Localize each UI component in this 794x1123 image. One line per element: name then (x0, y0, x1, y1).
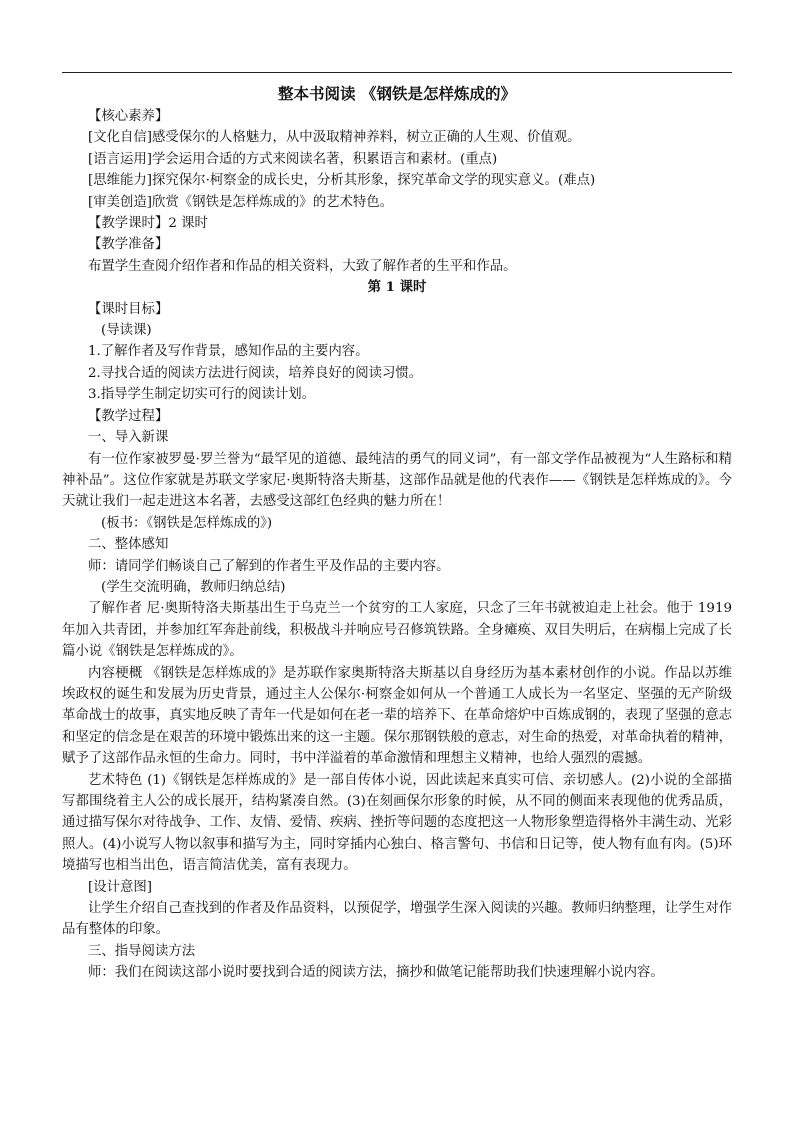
design-paragraph: 让学生介绍自己查找到的作者及作品资料，以预促学，增强学生深入阅读的兴趣。教师归纳整理，让学生对作品有整体的印象。 (62, 901, 732, 938)
document-body (62, 83, 732, 984)
lesson-title: 第 1 课时 (367, 279, 427, 296)
intro-paragraph: 有一位作家被罗曼·罗兰誉为“最罕见的道德、最纯洁的勇气的同义词”，有一部文学作品被视为“人生路标和精神补品”。这位作家就是苏联文学家尼·奥斯特洛夫斯基，这部作品就是他的代表作——《钢铁是怎样炼成的》。今天就让我们一起走进这本名著，去感受这部红色经典的魅力所在！ (62, 451, 732, 510)
teacher-paragraph: 师：我们在阅读这部小说时要找到合适的阅读方法，摘抄和做笔记能帮助我们快速理解小说内容。 (88, 965, 664, 981)
document-title: 整本书阅读 《钢铁是怎样炼成的》 (278, 84, 516, 103)
exchange-note: (学生交流明确，教师归纳总结) (101, 579, 286, 595)
summary-paragraph: 内容梗概 《钢铁是怎样炼成的》是苏联作家奥斯特洛夫斯基以自身经历为基本素材创作的小说。作品以苏维埃政权的诞生和发展为历史背景，通过主人公保尔·柯察金如何从一个普通工人成长为一名坚定、坚强的无产阶级革命战士的故事，真实地反映了青年一代是如何在老一辈的培养下、在革命熔炉中百炼成钢的，表现了坚强的意志和坚定的信念是在艰苦的环境中锻炼出来的这一主题。保尔那钢铁般的意志，对生命的热爱，对革命执着的精神，赋予了这部作品永恒的生命力。同时，书中洋溢着的革命激情和理想主义精神，也给人强烈的震撼。 (62, 665, 732, 767)
goal-item: 2.寻找合适的阅读方法进行阅读，培养良好的阅读习惯。 (88, 365, 423, 381)
goal-heading: 【课时目标】 (88, 301, 169, 317)
goal-type: (导读课) (101, 323, 152, 339)
core-item: [文化自信]感受保尔的人格魅力，从中汲取精神养料，树立正确的人生观、价值观。 (88, 130, 581, 146)
section-heading: 一、导入新课 (88, 430, 169, 446)
board-note: (板书：《钢铁是怎样炼成的》) (101, 515, 273, 531)
core-item: [思维能力]探究保尔·柯察金的成长史，分析其形象，探究革命文学的现实意义。(难点) (88, 173, 596, 189)
prep-heading: 【教学准备】 (88, 237, 169, 253)
author-paragraph: 了解作者 尼·奥斯特洛夫斯基出生于乌克兰一个贫穷的工人家庭，只念了三年书就被迫走上社会。他于 1919 年加入共青团，并参加红军奔赴前线，积极战斗并响应号召修筑铁路。全身瘫痪、双目失明后，在病榻上完成了长篇小说《钢铁是怎样炼成的》。 (62, 601, 732, 660)
core-heading: 【核心素养】 (88, 109, 169, 124)
section-heading: 二、整体感知 (88, 537, 169, 553)
core-item: [语言运用]学会运用合适的方式来阅读名著，积累语言和素材。(重点) (88, 151, 498, 167)
goal-item: 1.了解作者及写作背景，感知作品的主要内容。 (88, 344, 369, 360)
hours-line: 【教学课时】2 课时 (88, 216, 208, 232)
art-paragraph: 艺术特色 (1)《钢铁是怎样炼成的》是一部自传体小说，因此读起来真实可信、亲切感人。(2)小说的全部描写都围绕着主人公的成长展开，结构紧凑自然。(3)在刻画保尔形象的时候，从不同的侧面来表现他的优秀品质，通过描写保尔对待战争、工作、友情、爱情、疾病、挫折等问题的态度把这一人物形象塑造得格外丰满生动、光彩照人。(4)小说写人物以叙事和描写为主，同时穿插内心独白、格言警句、书信和日记等，使人物有血有肉。(5)环境描写也相当出色，语言简洁优美，富有表现力。 (62, 772, 732, 874)
process-heading: 【教学过程】 (88, 408, 169, 424)
prep-text: 布置学生查阅介绍作者和作品的相关资料，大致了解作者的生平和作品。 (88, 258, 517, 274)
section-heading: 三、指导阅读方法 (88, 943, 196, 959)
core-item: [审美创造]欣赏《钢铁是怎样炼成的》的艺术特色。 (88, 194, 394, 210)
teacher-line: 师：请同学们畅谈自己了解到的作者生平及作品的主要内容。 (88, 558, 450, 574)
header-rule (62, 72, 732, 73)
goal-item: 3.指导学生制定切实可行的阅读计划。 (88, 387, 316, 403)
design-heading: [设计意图] (88, 879, 153, 895)
